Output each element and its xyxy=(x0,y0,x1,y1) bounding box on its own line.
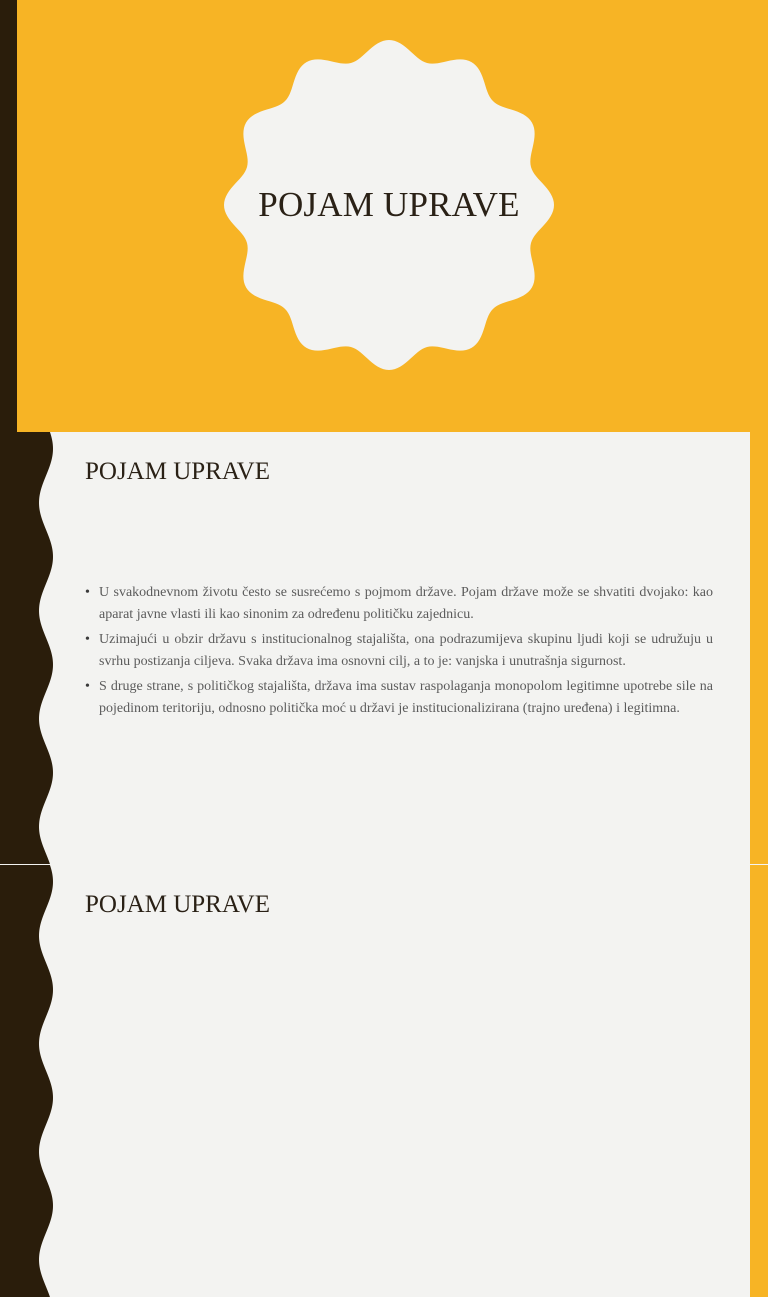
bullet-dot-icon: • xyxy=(85,679,90,694)
slide-card xyxy=(0,865,750,1297)
title-slide xyxy=(0,0,768,432)
left-accent-bar xyxy=(0,0,17,432)
list-item xyxy=(85,582,713,625)
wavy-left-edge xyxy=(0,432,60,864)
bullet-list xyxy=(85,582,713,723)
wavy-left-edge xyxy=(0,865,60,1297)
list-item xyxy=(85,629,713,672)
list-item xyxy=(85,676,713,719)
bullet-dot-icon: • xyxy=(85,632,90,647)
bullet-text: U svakodnevnom životu često se susrećemo s pojmom države. Pojam države može se shvatiti dvojako: kao aparat javne vlasti ili kao sinonim za određenu političku zajednicu. xyxy=(99,585,713,622)
slide-title: POJAM UPRAVE xyxy=(258,185,520,224)
bullet-text: S druge strane, s političkog stajališta, država ima sustav raspolaganja monopolom legitimne upotrebe sile na pojedinom teritoriju, odnosno politička moć u državi je institucionalizirana (trajno uređena) i legitimna. xyxy=(99,679,713,716)
bullet-dot-icon: • xyxy=(85,585,90,600)
slide-title: POJAM UPRAVE xyxy=(85,891,271,918)
slide-title: POJAM UPRAVE xyxy=(85,458,271,485)
content-slide xyxy=(0,865,768,1297)
bullet-text: Uzimajući u obzir državu s institucionalnog stajališta, ona podrazumijeva skupinu ljudi koji se udružuju u svrhu postizanja ciljeva. Svaka država ima osnovni cilj, a to je: vanjska i unutrašnja sigurnost. xyxy=(99,632,713,669)
content-slide xyxy=(0,432,768,864)
